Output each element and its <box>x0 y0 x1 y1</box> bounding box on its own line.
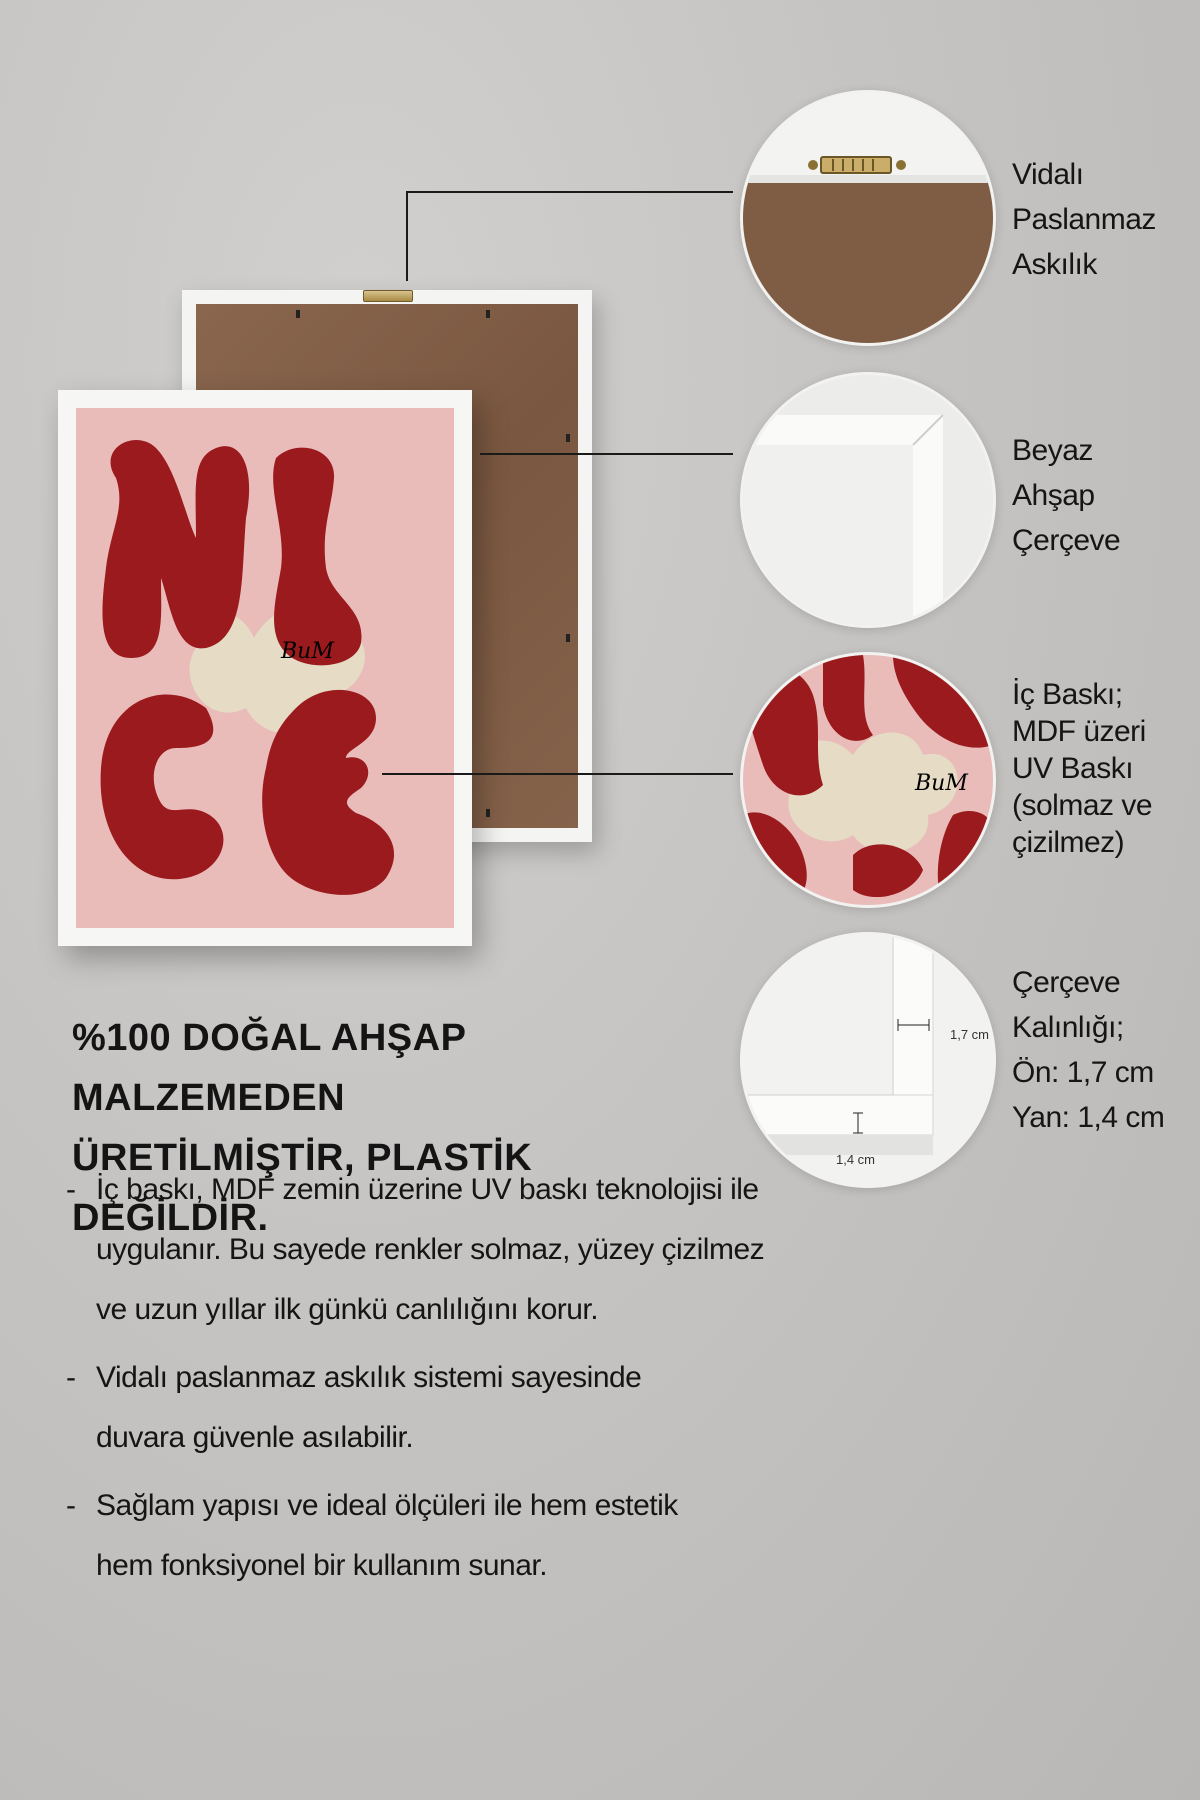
feature-list <box>66 1160 786 1604</box>
clip-mark <box>296 310 300 318</box>
connector-print <box>382 773 733 775</box>
nice-artwork <box>76 408 454 928</box>
print-closeup-icon <box>743 655 993 905</box>
hanger-closeup <box>740 90 996 346</box>
print-label: İç Baskı; MDF üzeri UV Baskı (solmaz ve çizilmez) <box>1012 678 1153 859</box>
thickness-closeup <box>740 932 996 1188</box>
clip-mark <box>486 809 490 817</box>
hanger-label: Vidalı Paslanmaz Askılık <box>1012 158 1156 281</box>
bum-stamp: BuM <box>281 639 334 664</box>
list-item <box>66 1476 786 1596</box>
hanger-closeup-icon <box>743 93 993 343</box>
side-thickness-label: 1,4 cm <box>836 1152 876 1167</box>
frame-front-view <box>58 390 472 946</box>
thickness-diagram-icon <box>743 935 993 1185</box>
print-closeup <box>740 652 996 908</box>
list-item <box>66 1348 786 1468</box>
bullet-dash: - <box>66 1489 76 1522</box>
list-item <box>66 1160 786 1340</box>
hanger-icon <box>363 290 413 302</box>
connector-frame <box>480 453 733 455</box>
frame-corner-closeup <box>740 372 996 628</box>
list-item-text: Vidalı paslanmaz askılık sistemi sayesinde duvara güvenle asılabilir. <box>96 1361 642 1454</box>
bum-stamp-closeup: BuM <box>915 771 968 796</box>
artwork-print <box>76 408 454 928</box>
frame-label: Beyaz Ahşap Çerçeve <box>1012 434 1121 557</box>
connector-hanger-vertical <box>406 191 408 281</box>
bullet-dash: - <box>66 1173 76 1206</box>
bullet-dash: - <box>66 1361 76 1394</box>
headline: %100 DOĞAL AHŞAP MALZEMEDEN ÜRETİLMİŞTİR, PLASTİK DEĞİLDİR. <box>72 1017 533 1239</box>
connector-hanger <box>406 191 733 193</box>
frame-corner-icon <box>743 375 993 625</box>
list-item-text: İç baskı, MDF zemin üzerine UV baskı teknolojisi ile uygulanır. Bu sayede renkler solmaz, yüzey çizilmez ve uzun yıllar ilk günkü canlılığını korur. <box>96 1173 765 1326</box>
clip-mark <box>566 634 570 642</box>
front-thickness-label: 1,7 cm <box>950 1027 990 1042</box>
thickness-label: Çerçeve Kalınlığı; Ön: 1,7 cm Yan: 1,4 cm <box>1012 966 1165 1134</box>
clip-mark <box>566 434 570 442</box>
clip-mark <box>486 310 490 318</box>
list-item-text: Sağlam yapısı ve ideal ölçüleri ile hem estetik hem fonksiyonel bir kullanım sunar. <box>96 1489 678 1582</box>
